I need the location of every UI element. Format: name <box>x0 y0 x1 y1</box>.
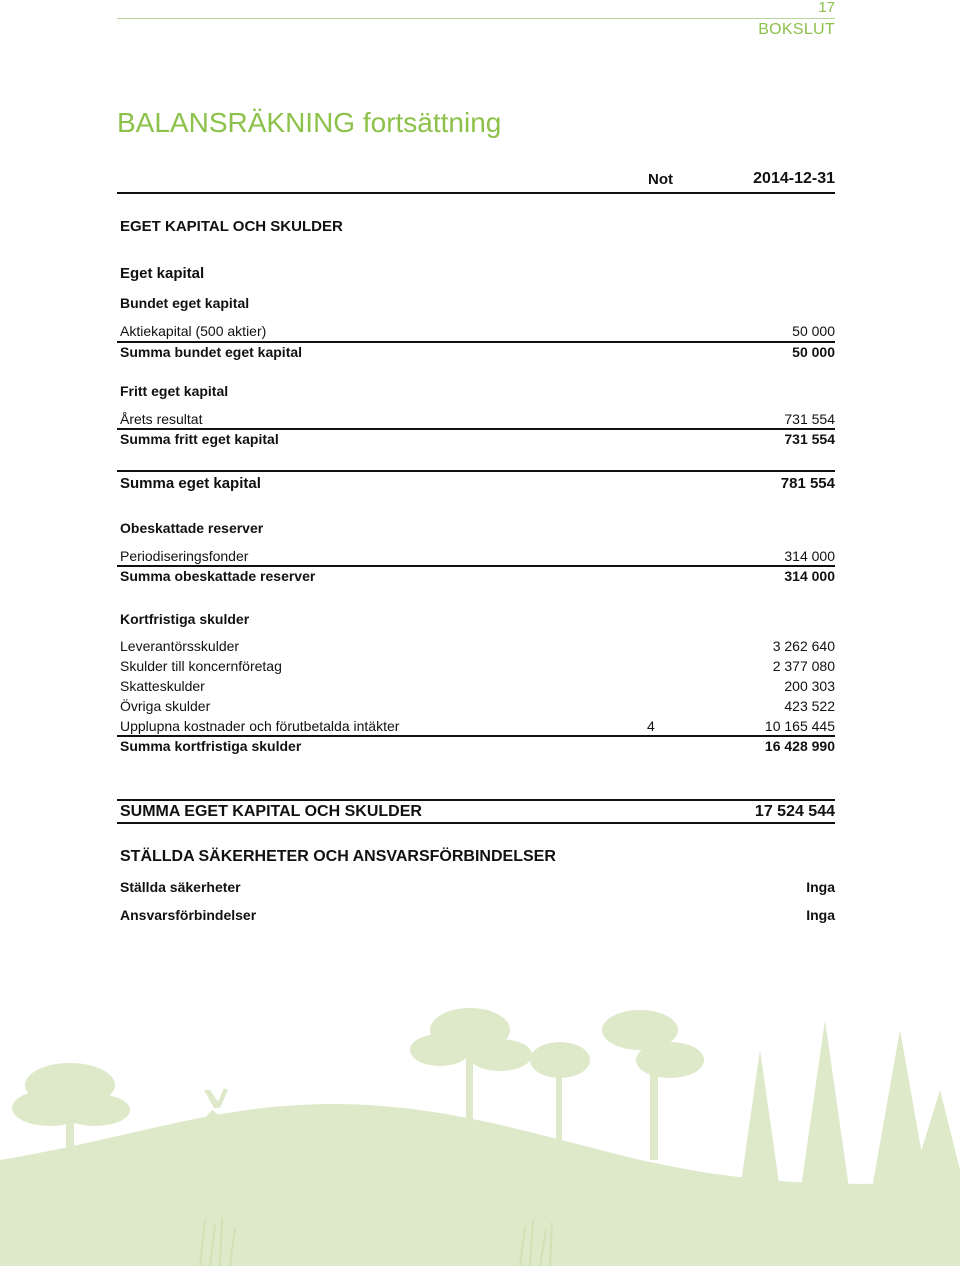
row-label: Skatteskulder <box>120 678 205 694</box>
subtotal-rule <box>117 341 835 343</box>
row-value: 731 554 <box>784 411 835 427</box>
column-header-date: 2014-12-31 <box>753 170 835 187</box>
equity-heading: Eget kapital <box>120 265 205 282</box>
page-title: BALANSRÄKNING fortsättning <box>117 106 502 138</box>
total-label: Summa bundet eget kapital <box>120 344 303 360</box>
row-value: 50 000 <box>792 323 835 339</box>
total-value: 731 554 <box>784 431 835 447</box>
row-value: Inga <box>806 879 835 895</box>
row-label: Ansvarsförbindelser <box>120 907 257 923</box>
row-label: Årets resultat <box>120 411 203 427</box>
total-value: 50 000 <box>792 344 835 360</box>
grand-total-value: 17 524 544 <box>754 803 835 820</box>
grand-total-label: SUMMA EGET KAPITAL OCH SKULDER <box>120 803 422 820</box>
pledges-heading: STÄLLDA SÄKERHETER OCH ANSVARSFÖRBINDELSER <box>120 848 556 865</box>
subtotal-rule <box>117 565 835 567</box>
forest-illustration <box>0 990 960 1266</box>
current-liabilities-heading: Kortfristiga skulder <box>120 611 250 627</box>
row-value: 423 522 <box>784 698 835 714</box>
column-header-note: Not <box>648 171 673 188</box>
header-underline <box>117 192 835 194</box>
row-value: 314 000 <box>784 548 835 564</box>
total-value: 16 428 990 <box>764 738 835 754</box>
untaxed-reserves-heading: Obeskattade reserver <box>120 520 264 536</box>
total-label: Summa kortfristiga skulder <box>120 738 302 754</box>
section-label: BOKSLUT <box>758 21 835 38</box>
row-label: Leverantörsskulder <box>120 638 240 654</box>
row-label: Periodiseringsfonder <box>120 548 249 564</box>
restricted-equity-heading: Bundet eget kapital <box>120 295 250 311</box>
subtotal-rule <box>117 735 835 737</box>
total-label: Summa obeskattade reserver <box>120 568 316 584</box>
total-value: 314 000 <box>784 568 835 584</box>
subtotal-rule <box>117 428 835 430</box>
equity-total-value: 781 554 <box>780 475 835 492</box>
row-label: Skulder till koncernföretag <box>120 658 282 674</box>
total-label: Summa fritt eget kapital <box>120 431 279 447</box>
grand-total-bottom-rule <box>117 822 835 824</box>
page-number: 17 <box>818 0 835 16</box>
row-value: 2 377 080 <box>772 658 835 674</box>
row-value: 200 303 <box>784 678 835 694</box>
header-rule <box>117 18 835 19</box>
row-label: Övriga skulder <box>120 698 211 714</box>
row-value: 3 262 640 <box>772 638 835 654</box>
main-heading: EGET KAPITAL OCH SKULDER <box>120 218 343 235</box>
total-rule <box>117 470 835 472</box>
row-label: Upplupna kostnader och förutbetalda intäkter <box>120 718 400 734</box>
row-note: 4 <box>647 718 655 734</box>
row-value: 10 165 445 <box>764 718 835 734</box>
equity-total-label: Summa eget kapital <box>120 475 261 492</box>
row-label: Aktiekapital (500 aktier) <box>120 323 267 339</box>
row-value: Inga <box>806 907 835 923</box>
row-label: Ställda säkerheter <box>120 879 241 895</box>
grand-total-top-rule <box>117 799 835 801</box>
free-equity-heading: Fritt eget kapital <box>120 383 229 399</box>
